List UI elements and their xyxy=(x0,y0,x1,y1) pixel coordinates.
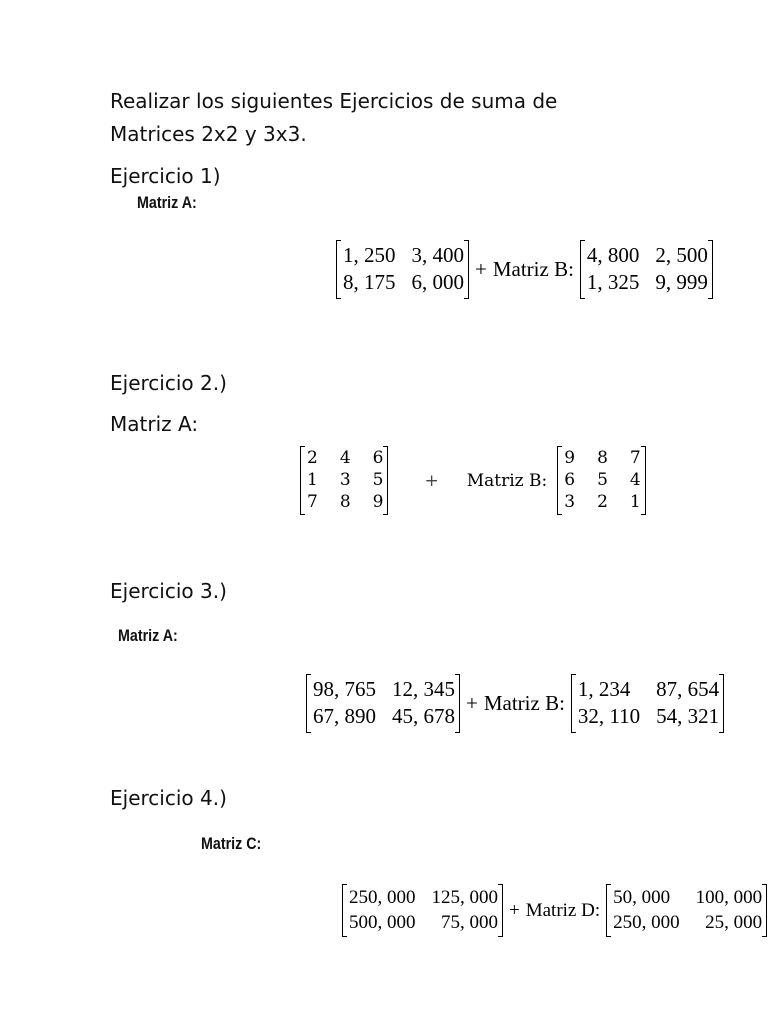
exercise-4-matrix-d xyxy=(606,884,767,937)
intro-line-2: Matrices 2x2 y 3x3. xyxy=(110,122,307,146)
matrix-cell: 3, 400 xyxy=(411,243,464,267)
matrix-cell: 54, 321 xyxy=(656,704,720,729)
matrix-cell: 98, 765 xyxy=(313,677,376,701)
matrix-cell: 1, 234 xyxy=(577,677,631,701)
exercise-3-equation xyxy=(306,674,724,733)
exercise-4-matrix-c xyxy=(342,884,503,937)
matrix-cell: 3 xyxy=(339,469,351,490)
exercise-3-matrix-b-label: Matriz B: xyxy=(483,690,565,715)
matrix-cell: 6 xyxy=(564,469,576,490)
exercise-1-equation xyxy=(336,240,713,299)
matrix-cell: 8 xyxy=(339,491,351,512)
plus-sign: + xyxy=(424,470,439,491)
exercise-3-heading: Ejercicio 3.) xyxy=(110,579,227,603)
matrix-cell: 7 xyxy=(307,491,318,512)
matrix-cell: 32, 110 xyxy=(577,704,641,729)
exercise-1-matrix-a-label: Matriz A: xyxy=(137,193,197,212)
plus-sign: + xyxy=(475,256,487,281)
matrix-cell: 2 xyxy=(307,448,318,468)
matrix-cell: 2 xyxy=(597,491,608,512)
matrix-cell: 4 xyxy=(629,469,641,490)
matrix-cell: 1 xyxy=(307,469,318,490)
exercise-2-matrix-a-label: Matriz A: xyxy=(110,412,199,436)
matrix-cell: 67, 890 xyxy=(313,704,376,729)
matrix-cell: 1, 325 xyxy=(586,270,640,295)
matrix-cell: 8 xyxy=(597,448,608,468)
matrix-cell: 4 xyxy=(339,448,351,468)
matrix-cell: 100, 000 xyxy=(695,887,763,908)
matrix-cell: 7 xyxy=(629,448,641,468)
intro-line-1: Realizar los siguientes Ejercicios de suma de xyxy=(110,89,558,113)
matrix-cell: 9, 999 xyxy=(655,270,708,295)
matrix-cell: 250, 000 xyxy=(613,911,680,933)
matrix-cell: 125, 000 xyxy=(431,887,498,908)
exercise-3-matrix-b xyxy=(571,674,724,733)
matrix-cell: 25, 000 xyxy=(705,911,763,933)
exercise-1-matrix-a xyxy=(336,240,469,299)
exercise-4-matrix-c-label: Matriz C: xyxy=(201,834,262,853)
matrix-cell: 9 xyxy=(372,491,384,512)
matrix-cell: 4, 800 xyxy=(586,243,640,267)
matrix-cell: 2, 500 xyxy=(655,243,708,267)
exercise-4-equation xyxy=(342,884,767,937)
exercise-3-matrix-a-label: Matriz A: xyxy=(118,626,178,645)
matrix-cell: 75, 000 xyxy=(441,911,498,933)
matrix-cell: 250, 000 xyxy=(349,887,416,908)
exercise-1-matrix-b-label: Matriz B: xyxy=(492,256,574,281)
matrix-cell: 9 xyxy=(564,448,576,468)
exercise-2-matrix-a xyxy=(300,446,388,515)
matrix-cell: 1 xyxy=(629,491,641,512)
exercise-1-matrix-b xyxy=(580,240,713,299)
exercise-2-equation xyxy=(300,446,646,515)
matrix-cell: 6, 000 xyxy=(411,270,464,295)
matrix-cell: 45, 678 xyxy=(392,704,455,729)
matrix-cell: 500, 000 xyxy=(349,911,416,933)
matrix-cell: 8, 175 xyxy=(343,270,396,295)
exercise-1-heading: Ejercicio 1) xyxy=(110,164,221,188)
exercise-4-matrix-d-label: Matriz D: xyxy=(525,899,601,921)
matrix-cell: 5 xyxy=(372,469,384,490)
plus-sign: + xyxy=(509,899,520,921)
exercise-2-matrix-b-label: Matriz B: xyxy=(466,470,548,491)
exercise-4-heading: Ejercicio 4.) xyxy=(110,786,227,810)
matrix-cell: 6 xyxy=(372,448,384,468)
exercise-2-matrix-b xyxy=(557,446,645,515)
matrix-cell: 3 xyxy=(564,491,576,512)
exercise-3-matrix-a xyxy=(306,674,460,733)
matrix-cell: 87, 654 xyxy=(656,677,720,701)
matrix-cell: 50, 000 xyxy=(613,887,671,908)
matrix-cell: 5 xyxy=(597,469,608,490)
matrix-cell: 1, 250 xyxy=(343,243,396,267)
matrix-cell: 12, 345 xyxy=(392,677,455,701)
plus-sign: + xyxy=(466,690,478,715)
exercise-2-heading: Ejercicio 2.) xyxy=(110,371,227,395)
